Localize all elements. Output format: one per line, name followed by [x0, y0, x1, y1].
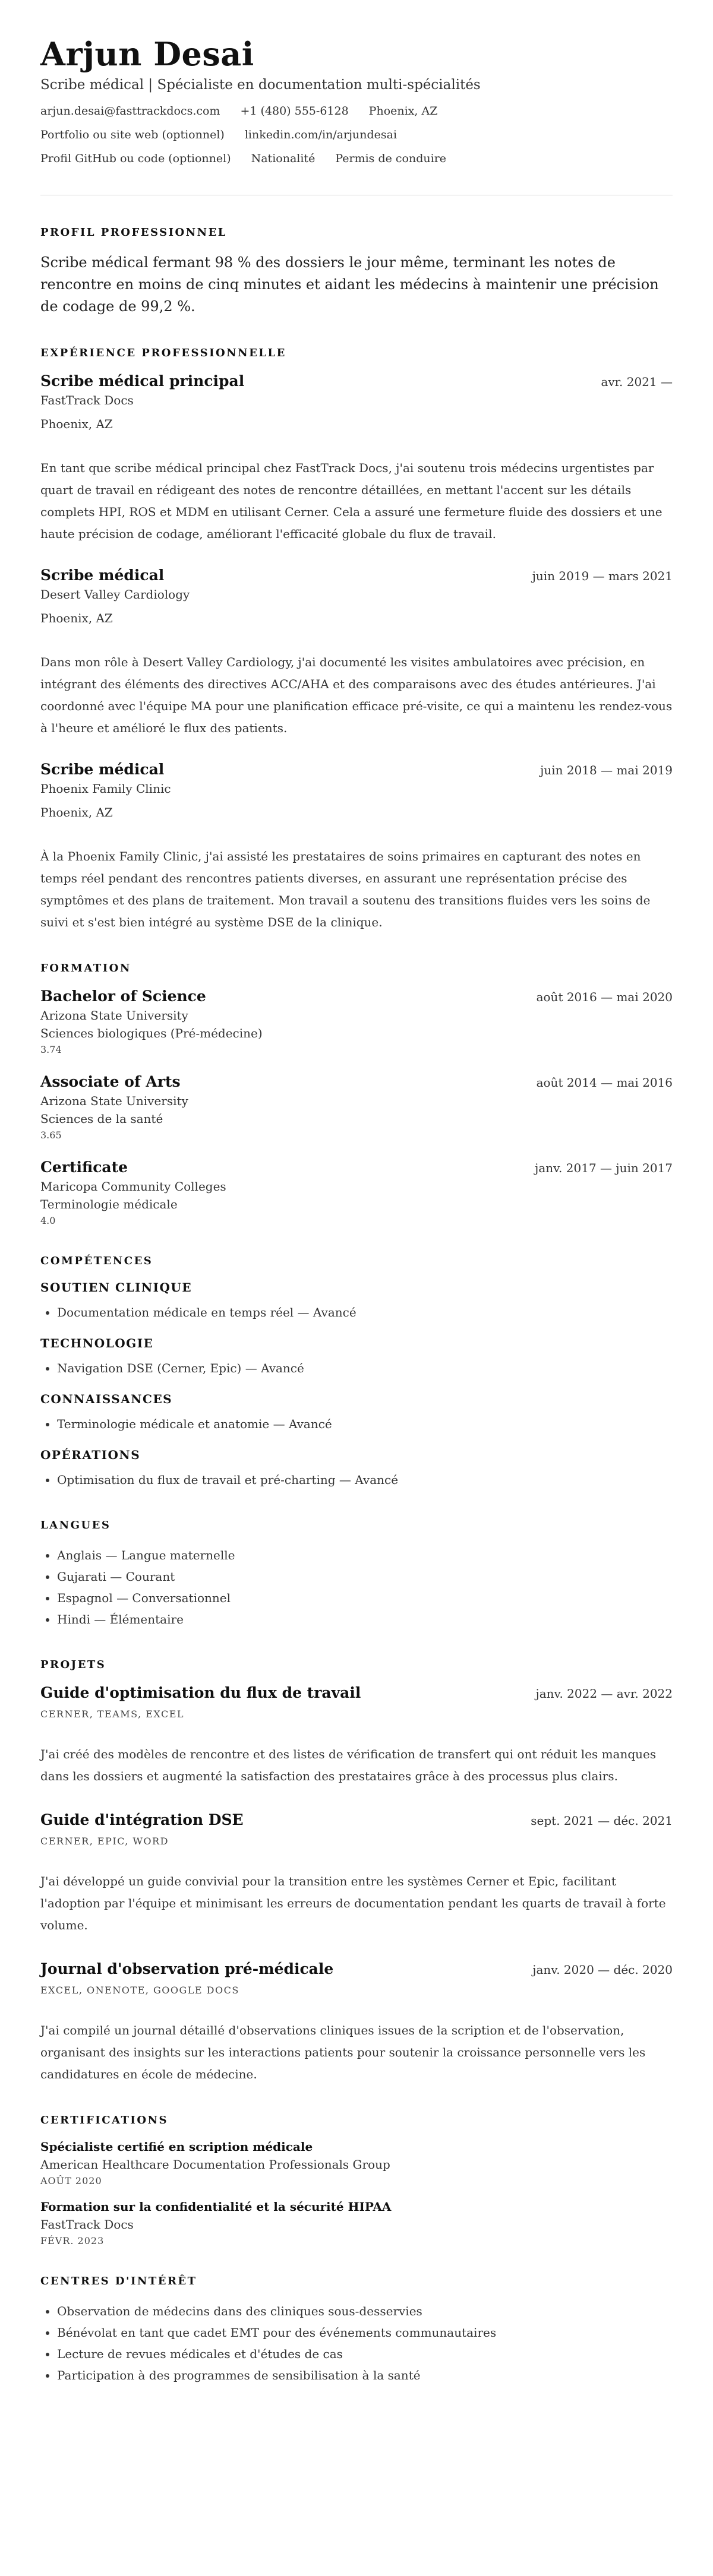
- skill-item: • Terminologie médicale et anatomie — Avancé: [57, 1413, 673, 1435]
- project-name: Guide d'intégration DSE: [40, 1811, 244, 1828]
- project-description: J'ai développé un guide convivial pour la transition entre les systèmes Cerner et Epic, facilitant l'adoption par l'équipe et minimisant les erreurs de documentation pendant les quarts de travail à forte volume.: [40, 1874, 666, 1932]
- project-tech: CERNER, TEAMS, EXCEL: [40, 1708, 185, 1720]
- certification-name: Spécialiste certifié en scription médicale: [40, 2139, 313, 2154]
- interest-item: • Bénévolat en tant que cadet EMT pour des événements communautaires: [57, 2322, 673, 2343]
- language-item: • Espagnol — Conversationnel: [57, 1587, 673, 1609]
- languages-heading: LANGUES: [40, 1518, 111, 1531]
- skill-category: SOUTIEN CLINIQUE: [40, 1280, 193, 1295]
- degree-title: Associate of Arts: [40, 1072, 181, 1090]
- interest-item: • Participation à des programmes de sensibilisation à la santé: [57, 2365, 673, 2386]
- job-description: Dans mon rôle à Desert Valley Cardiology, j'ai documenté les visites ambulatoires avec précision, en intégrant des éléments des directives ACC/AHA et des comparaisons avec des études antérieures. J'ai coordonné avec l'équipe MA pour une planification efficace pré-visite, ce qui a maintenu les rendez-vous à l'heure et amélioré le flux des patients.: [40, 654, 673, 735]
- skill-category: OPÉRATIONS: [40, 1447, 141, 1462]
- certification-date: FÉVR. 2023: [40, 2235, 105, 2246]
- skill-category: CONNAISSANCES: [40, 1391, 173, 1406]
- contact-row-primary: [40, 105, 673, 118]
- candidate-name: Arjun Desai: [40, 35, 254, 73]
- certification-issuer: American Healthcare Documentation Professionals Group: [40, 2157, 390, 2172]
- contact-license: Permis de conduire: [335, 152, 447, 166]
- experience-heading: EXPÉRIENCE PROFESSIONNELLE: [40, 346, 286, 359]
- skill-category: TECHNOLOGIE: [40, 1336, 154, 1350]
- projects-section: [40, 1659, 673, 2086]
- languages-section: [40, 1519, 673, 1630]
- education-entry: [40, 1159, 673, 1226]
- interests-heading: CENTRES D'INTÉRÊT: [40, 2274, 197, 2287]
- contact-row-extra: [40, 152, 673, 165]
- degree-dates: août 2014 — mai 2016: [536, 1075, 673, 1090]
- project-name: Guide d'optimisation du flux de travail: [40, 1683, 361, 1701]
- contact-row-links: [40, 128, 673, 141]
- education-entry: [40, 988, 673, 1055]
- education-entry: [40, 1073, 673, 1141]
- skill-item: • Documentation médicale en temps réel — Avancé: [57, 1302, 673, 1323]
- school-name: Arizona State University: [40, 1008, 188, 1023]
- contact-location: Phoenix, AZ: [368, 105, 438, 118]
- certifications-section: [40, 2114, 673, 2246]
- skill-list: [40, 1302, 673, 1323]
- job-company: Desert Valley Cardiology: [40, 587, 190, 602]
- job-dates: juin 2018 — mai 2019: [540, 762, 673, 777]
- job-title: Scribe médical: [40, 760, 165, 778]
- degree-dates: août 2016 — mai 2020: [536, 989, 673, 1004]
- skills-section: [40, 1255, 673, 1490]
- experience-entry: [40, 372, 673, 545]
- interest-item: • Observation de médecins dans des cliniques sous-desservies: [57, 2300, 673, 2322]
- job-title: Scribe médical: [40, 566, 165, 584]
- skill-list: [40, 1469, 673, 1490]
- experience-entry: [40, 761, 673, 933]
- education-section: [40, 962, 673, 1226]
- contact-github[interactable]: Profil GitHub ou code (optionnel): [40, 152, 231, 166]
- summary-heading: PROFIL PROFESSIONNEL: [40, 226, 227, 239]
- project-name: Journal d'observation pré-médicale: [40, 1960, 334, 1977]
- skill-item: • Navigation DSE (Cerner, Epic) — Avancé: [57, 1357, 673, 1379]
- project-entry: [40, 1811, 673, 1936]
- language-item: • Hindi — Élémentaire: [57, 1609, 673, 1630]
- project-dates: sept. 2021 — déc. 2021: [531, 1813, 673, 1828]
- gpa-value: 3.74: [40, 1043, 62, 1055]
- skill-item: • Optimisation du flux de travail et pré-charting — Avancé: [57, 1469, 673, 1490]
- certification-issuer: FastTrack Docs: [40, 2217, 134, 2232]
- job-description: En tant que scribe médical principal chez FastTrack Docs, j'ai soutenu trois médecins urgentistes par quart de travail en rédigeant des notes de rencontre détaillées, en mettant l'accent sur les détails complets HPI, ROS et MDM en utilisant Cerner. Cela a assuré une fermeture fluide des dossiers et une haute précision de codage, améliorant l'efficacité globale du flux de travail.: [40, 460, 662, 541]
- project-dates: janv. 2020 — déc. 2020: [532, 1962, 673, 1977]
- language-item: • Anglais — Langue maternelle: [57, 1545, 673, 1566]
- language-item: • Gujarati — Courant: [57, 1566, 673, 1587]
- contact-portfolio[interactable]: Portfolio ou site web (optionnel): [40, 128, 225, 142]
- job-location: Phoenix, AZ: [40, 805, 113, 819]
- contact-linkedin[interactable]: linkedin.com/in/arjundesai: [244, 128, 397, 142]
- job-description: À la Phoenix Family Clinic, j'ai assisté les prestataires de soins primaires en capturant des notes en temps réel pendant des rencontres patients diverses, en assurant une représentation précise des symptômes et des plans de traitement. Mon travail a soutenu des transitions fluides vers les soins de suivi et s'est bien intégré au système DSE de la clinique.: [40, 849, 651, 929]
- job-title: Scribe médical principal: [40, 372, 245, 390]
- job-company: Phoenix Family Clinic: [40, 781, 171, 796]
- contact-nationality: Nationalité: [251, 152, 316, 166]
- certification-name: Formation sur la confidentialité et la sécurité HIPAA: [40, 2199, 392, 2214]
- experience-section: [40, 347, 673, 933]
- project-entry: [40, 1960, 673, 2086]
- project-tech: EXCEL, ONENOTE, GOOGLE DOCS: [40, 1984, 239, 1996]
- skills-heading: COMPÉTENCES: [40, 1254, 153, 1267]
- degree-dates: janv. 2017 — juin 2017: [535, 1160, 673, 1175]
- degree-title: Bachelor of Science: [40, 987, 206, 1005]
- certification-entry: [40, 2200, 673, 2246]
- project-description: J'ai créé des modèles de rencontre et des listes de vérification de transfert qui ont réduit les manques dans les dossiers et augmenté la satisfaction des prestataires grâce à des processus plus clairs.: [40, 1746, 657, 1783]
- interests-section: [40, 2275, 673, 2386]
- field-of-study: Terminologie médicale: [40, 1197, 178, 1211]
- project-dates: janv. 2022 — avr. 2022: [535, 1686, 673, 1701]
- school-name: Arizona State University: [40, 1093, 188, 1108]
- summary-text: Scribe médical fermant 98 % des dossiers le jour même, terminant les notes de rencontre en moins de cinq minutes et aidant les médecins à maintenir une précision de codage de 99,2 %.: [40, 254, 659, 315]
- project-tech: CERNER, EPIC, WORD: [40, 1835, 169, 1847]
- job-company: FastTrack Docs: [40, 393, 134, 407]
- degree-title: Certificate: [40, 1158, 128, 1176]
- education-heading: FORMATION: [40, 961, 131, 974]
- contact-phone[interactable]: +1 (480) 555-6128: [240, 105, 349, 118]
- certification-date: AOÛT 2020: [40, 2175, 102, 2186]
- job-dates: avr. 2021 —: [601, 374, 673, 389]
- language-list: [40, 1545, 673, 1630]
- experience-entry: [40, 567, 673, 739]
- job-location: Phoenix, AZ: [40, 610, 113, 625]
- field-of-study: Sciences de la santé: [40, 1111, 163, 1126]
- interest-item: • Lecture de revues médicales et d'études de cas: [57, 2343, 673, 2365]
- certification-entry: [40, 2140, 673, 2186]
- project-description: J'ai compilé un journal détaillé d'observations cliniques issues de la scription et de l'observation, organisant des insights sur les interactions patients pour soutenir la croissance personnelle vers les candidatures en école de médecine.: [40, 2023, 646, 2081]
- projects-heading: PROJETS: [40, 1658, 106, 1671]
- interest-list: [40, 2300, 673, 2386]
- project-entry: [40, 1684, 673, 1787]
- field-of-study: Sciences biologiques (Pré-médecine): [40, 1026, 263, 1040]
- skill-list: [40, 1357, 673, 1379]
- candidate-headline: Scribe médical | Spécialiste en documentation multi-spécialités: [40, 77, 481, 93]
- summary-section: [40, 226, 673, 318]
- school-name: Maricopa Community Colleges: [40, 1179, 226, 1194]
- job-dates: juin 2019 — mars 2021: [532, 568, 673, 583]
- job-location: Phoenix, AZ: [40, 416, 113, 431]
- contact-email[interactable]: arjun.desai@fasttrackdocs.com: [40, 105, 220, 118]
- gpa-value: 3.65: [40, 1129, 62, 1141]
- certifications-heading: CERTIFICATIONS: [40, 2113, 168, 2126]
- resume-header: [40, 36, 673, 165]
- skill-list: [40, 1413, 673, 1435]
- gpa-value: 4.0: [40, 1214, 56, 1226]
